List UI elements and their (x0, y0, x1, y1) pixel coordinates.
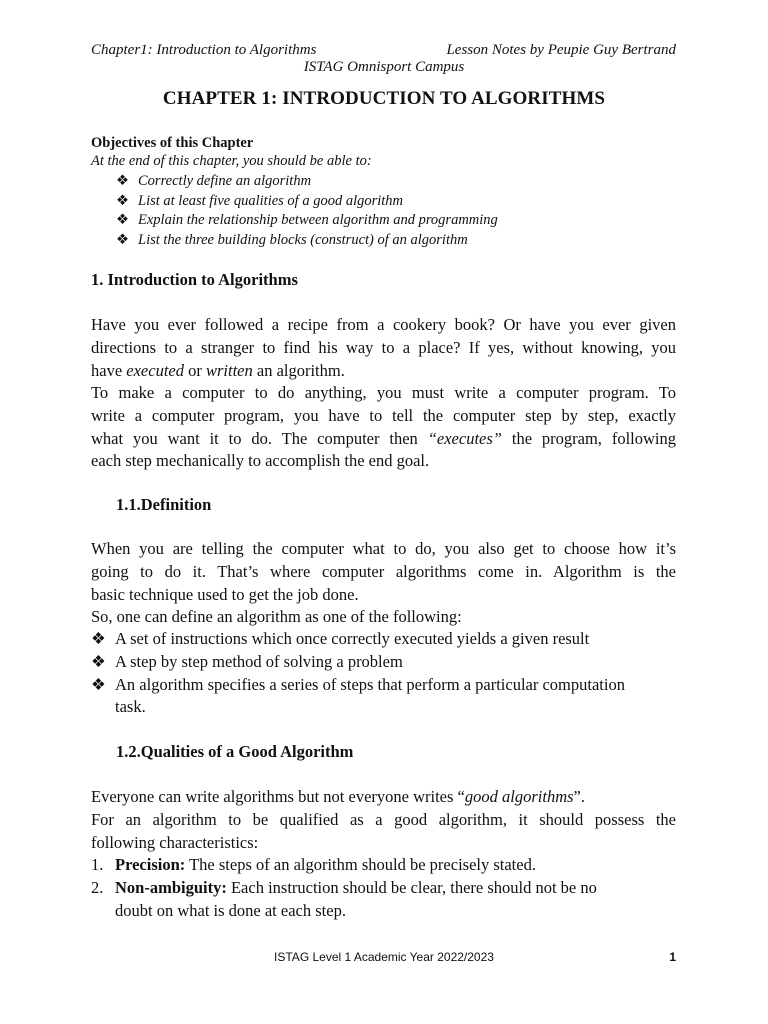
header-chapter: Chapter1: Introduction to Algorithms (91, 42, 317, 58)
list-item: ❖ A set of instructions which once correctly executed yields a given result (91, 628, 676, 651)
qualities-list: 1. Precision: The steps of an algorithm should be precisely stated. 2. Non-ambiguity: Each instruction should be clear, there should not be no doubt on what is done at each step. (91, 854, 676, 922)
diamond-bullet-icon: ❖ (116, 192, 129, 209)
section-1-1-heading: 1.1.Definition (116, 495, 212, 514)
objectives-intro: At the end of this chapter, you should be able to: (91, 153, 372, 169)
diamond-bullet-icon: ❖ (116, 231, 129, 248)
definition-paragraph: When you are telling the computer what to do, you also get to choose how it’s going to do it. That’s where computer algorithms come in. Algorithm is the basic technique used to get the job done. So, one can define an algorithm as one of the following: (91, 539, 676, 627)
list-item: 2. Non-ambiguity: Each instruction should be clear, there should not be no (91, 877, 597, 897)
header-campus: ISTAG Omnisport Campus (303, 59, 465, 75)
diamond-bullet-icon: ❖ (91, 629, 106, 648)
diamond-bullet-icon: ❖ (116, 212, 129, 228)
qualities-paragraph: Everyone can write algorithms but not everyone writes “good algorithms”. For an algorithm to be qualified as a good algorithm, it should possess the following characteristics: (91, 787, 676, 852)
definition-list: ❖ A set of instructions which once correctly executed yields a given result ❖ A step by step method of solving a problem ❖ An algorithm specifies a series of steps that perform a particular computation task. (91, 628, 676, 719)
list-item: ❖ A step by step method of solving a problem (91, 651, 676, 674)
footer-text: ISTAG Level 1 Academic Year 2022/2023 (274, 950, 494, 964)
objective-item: ❖ List at least five qualities of a good algorithm (116, 192, 498, 212)
objectives-list (116, 172, 498, 250)
page-number: 1 (669, 950, 676, 964)
section-1-paragraph-1: Have you ever followed a recipe from a cookery book? Or have you ever given directions to a stranger to find his way to a place? If yes, without knowing, you have executed or written an algorithm. (91, 315, 676, 380)
diamond-bullet-icon: ❖ (91, 651, 106, 671)
section-1-heading: 1. Introduction to Algorithms (91, 270, 298, 289)
objectives-title: Objectives of this Chapter (91, 135, 254, 151)
objective-item: ❖ Explain the relationship between algorithm and programming (116, 211, 498, 231)
diamond-bullet-icon: ❖ (116, 173, 129, 189)
objective-item: ❖ List the three building blocks (construct) of an algorithm (116, 231, 498, 251)
section-1-paragraph-2: To make a computer to do anything, you must write a computer program. To write a computer program, you have to tell the computer step by step, exactly what you want it to do. The computer then “executes” the program, following each step mechanically to accomplish the end goal. (91, 383, 676, 471)
chapter-title: CHAPTER 1: INTRODUCTION TO ALGORITHMS (162, 88, 606, 109)
diamond-bullet-icon: ❖ (91, 674, 106, 694)
list-item: 1. Precision: The steps of an algorithm should be precisely stated. (91, 855, 536, 874)
section-1-2-heading: 1.2.Qualities of a Good Algorithm (116, 742, 354, 761)
objective-item: ❖ Correctly define an algorithm (116, 172, 498, 192)
list-item: ❖ An algorithm specifies a series of steps that perform a particular computation (91, 674, 676, 697)
header-author: Lesson Notes by Peupie Guy Bertrand (446, 42, 676, 58)
